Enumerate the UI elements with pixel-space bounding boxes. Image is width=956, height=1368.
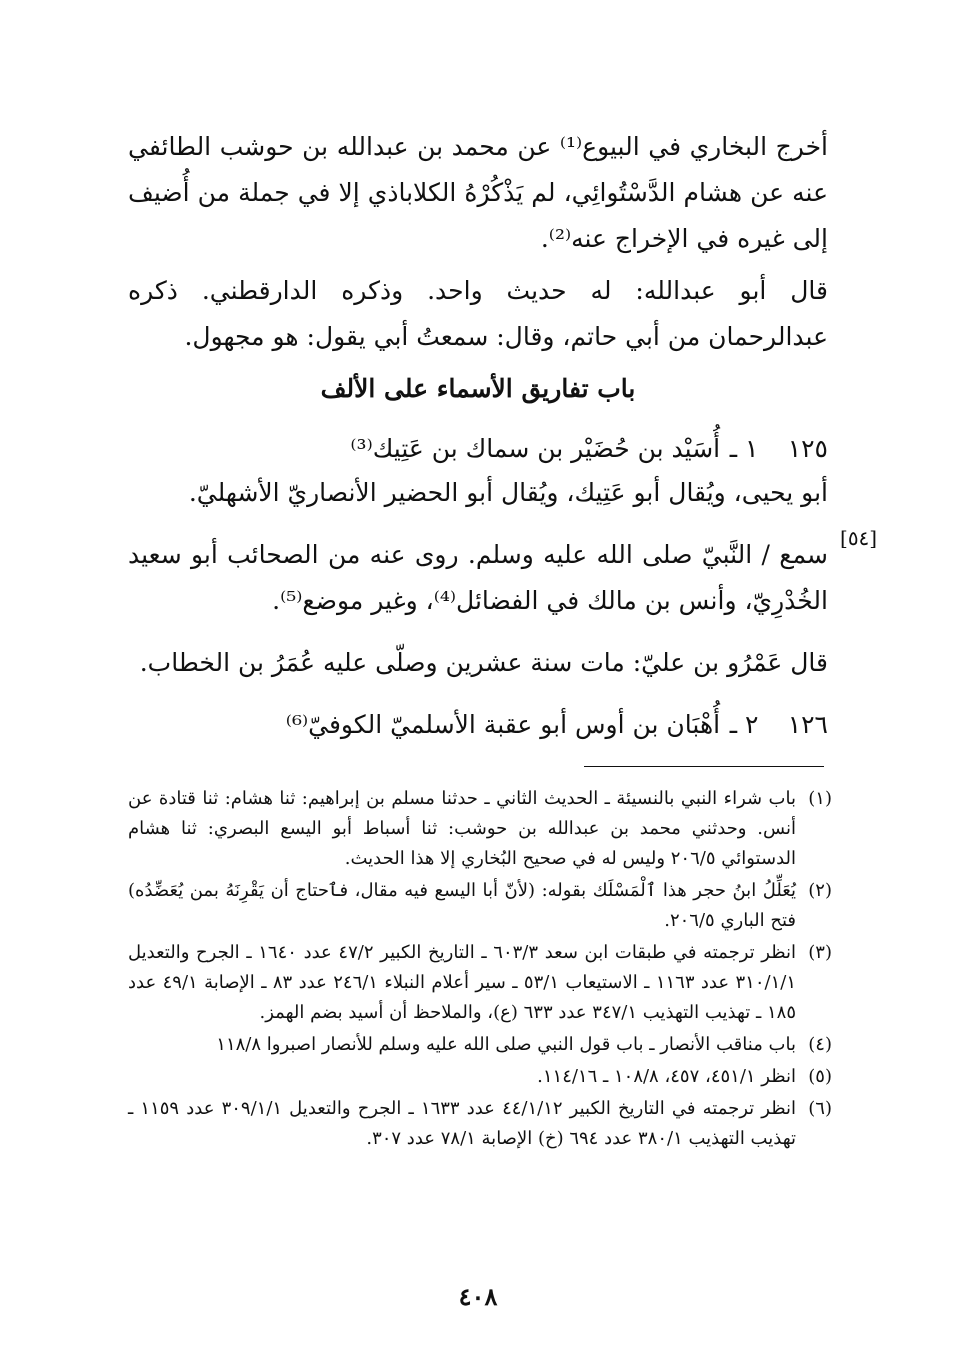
entry-sub-number: ٢ ـ [729,710,759,739]
footnote-number: (٣) [808,942,832,963]
entry-title: أُسَيْد بن حُضَيْر بن سماك بن عَتِيك⁽³⁾ [350,434,721,463]
footnotes [128,784,832,1156]
footnote-number: (٢) [808,880,832,901]
footnote-text: باب مناقب الأنصار ـ باب قول النبي صلى الله عليه وسلم للأنصار اصبروا ١١٨/٨ [216,1034,796,1055]
paragraph-amr: قال عَمْرُو بن عليّ: مات سنة عشرين وصلّى عليه عُمَرُ بن الخطاب. [139,648,828,677]
entry-sub-number: ١ ـ [729,434,759,463]
footnote-number: (٦) [808,1098,832,1119]
section-heading: باب تفاريق الأسماء على الألف [320,374,636,403]
footnote-text: يُعَلِّلُ ابنُ حجر هذا ٱلْمَسْلَك بقوله: (لأنّ أبا اليسع فيه مقال، فٱحتاج أن يَقْرِنَهُ بمن يُعَضِّدُه) فتح الباري ٢٠٦/٥. [128,880,796,931]
footnote [128,1030,832,1060]
footnote-text: انظر ترجمته في التاريخ الكبير ٤٤/١/١٢ عدد ١٦٣٣ ـ الجرح والتعديل ٣٠٩/١/١ عدد ١١٥٩ ـ تهذيب التهذيب ٣٨٠/١ عدد ٦٩٤ (خ) الإصابة ٧٨/١ عدد ٣٠٧. [128,1098,797,1149]
margin-note: [٥٤] [840,526,878,550]
footnote [128,1094,832,1154]
page-number: ٤٠٨ [458,1282,498,1311]
entry-number: ١٢٦ [787,710,828,739]
footnote [128,1062,832,1092]
entry-title: أُهْبَان بن أوس أبو عقبة الأسلميّ الكوفيّ⁽⁶⁾ [285,710,721,739]
footnote-number: (١) [808,788,832,809]
entry-125 [128,426,828,472]
footnote-text: باب شراء النبي بالنسيئة ـ الحديث الثاني ـ حدثنا مسلم بن إبراهيم: ثنا هشام: ثنا قتادة عن أنس. وحدثني محمد بن عبدالله بن حوشب: ثنا أسباط أبو اليسع البصري: ثنا هشام الدستوائي ٢٠٦/٥ وليس له في صحيح البُخاري إلا هذا الحديث. [128,788,796,869]
entry-number: ١٢٥ [787,434,828,463]
footnote [128,938,832,1028]
paragraph-sama: سمع / النَّبيّ صلى الله عليه وسلم. روى عنه من الصحائب أبو سعيد الخُدْرِيّ، وأنس بن مالك في الفضائل⁽⁴⁾، وغير موضع⁽⁵⁾. [128,540,828,615]
paragraph-bukhari: أخرج البخاري في البيوع⁽¹⁾ عن محمد بن عبدالله بن حوشب الطائفي عنه عن هشام الدَّسْتُوائِي، لم يَذْكُرْهُ الكلاباذي إلا في جملة من أُضيف إلى غيره في الإخراج عنه⁽²⁾. [128,132,828,253]
footnote [128,876,832,936]
footnote-text: انظر ٤٥١/١، ٤٥٧، ١٠٨/٨ ـ ١١٤/١٦. [537,1066,796,1087]
footnote-number: (٥) [808,1066,832,1087]
paragraph-abu-abdullah: قال أبو عبدالله: له حديث واحد. وذكره الدارقطني. ذكره عبدالرحمان من أبي حاتم، وقال: سمعتُ أبي يقول: هو مجهول. [128,276,828,351]
footnote [128,784,832,874]
entry-126 [128,702,828,748]
footnote-number: (٤) [808,1034,832,1055]
footnote-separator [584,766,824,767]
entry-125-kunya: أبو يحيى، ويُقال أبو عَتِيك، ويُقال أبو الحضير الأنصاريّ الأشهليّ. [188,478,828,507]
footnote-text: انظر ترجمته في طبقات ابن سعد ٦٠٣/٣ ـ التاريخ الكبير ٤٧/٢ عدد ١٦٤٠ ـ الجرح والتعديل ٣١٠/١/١ عدد ١١٦٣ ـ الاستيعاب ٥٣/١ ـ سير أعلام النبلاء ٢٤٦/١ عدد ٨٣ ـ الإصابة ٤٩/١ عدد ١٨٥ ـ تهذيب التهذيب ٣٤٧/١ عدد ٦٣٣ (ع)، والملاحظ أن أسيد بضم الهمز. [128,942,796,1023]
